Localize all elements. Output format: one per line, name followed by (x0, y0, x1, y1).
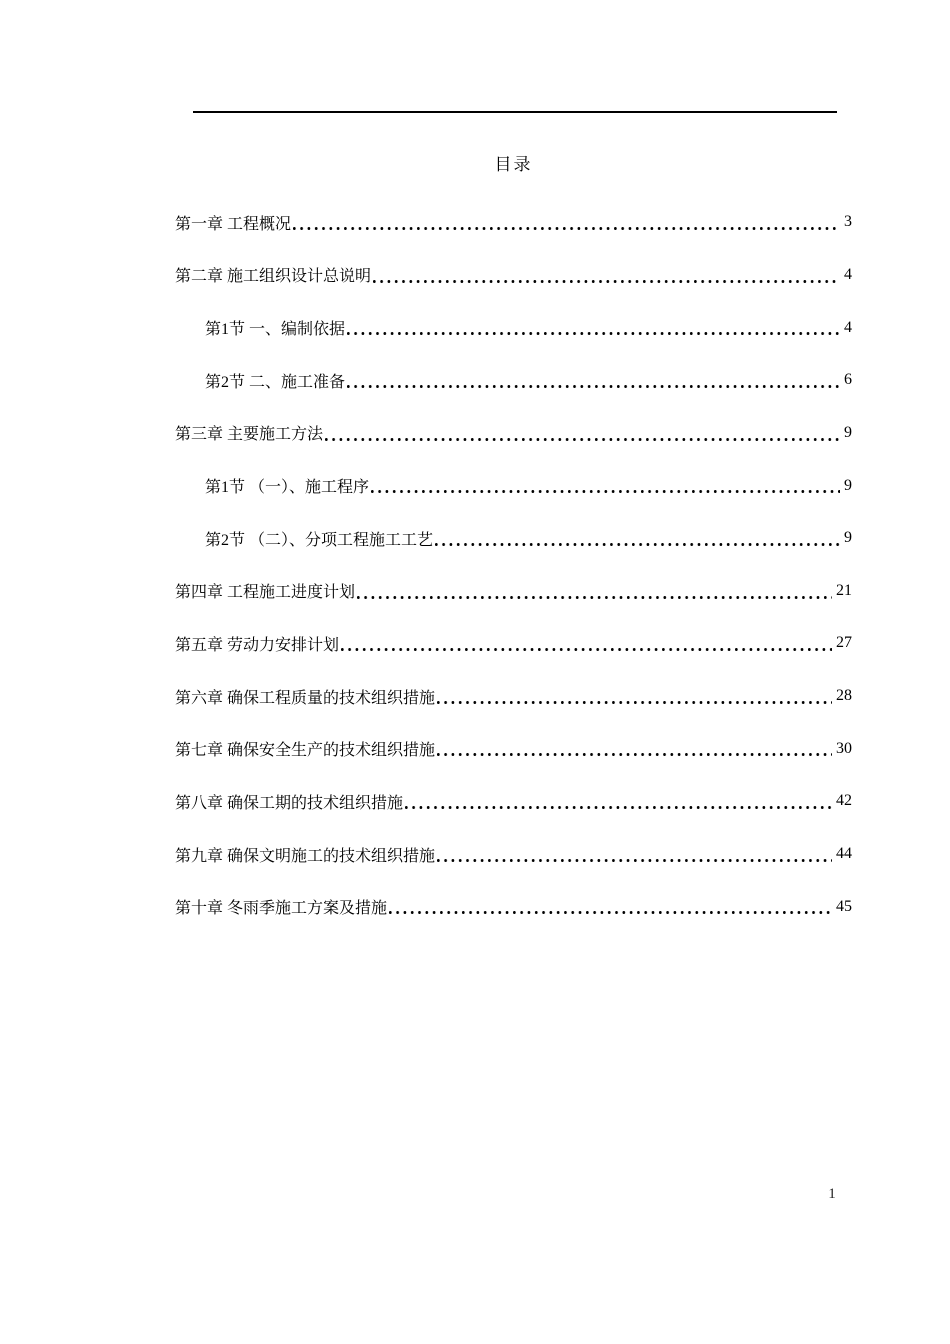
toc-dot-leader (405, 775, 832, 828)
toc-entry[interactable] (175, 249, 852, 302)
toc-entry-label: 第七章 确保安全生产的技术组织措施 (175, 742, 436, 760)
toc-dot-leader (357, 564, 832, 617)
toc-entry-page: 9 (844, 476, 852, 494)
toc-entry-page: 3 (844, 213, 852, 231)
toc-entry-page: 4 (844, 265, 852, 283)
toc-entry-page: 6 (844, 371, 852, 389)
toc-entry-page: 30 (836, 739, 852, 757)
toc-dot-leader (371, 459, 840, 512)
toc-entry[interactable] (175, 196, 852, 249)
toc-dot-leader (435, 512, 840, 565)
toc-entry-label: 第1节 一、编制依据 (205, 321, 346, 339)
toc-entry-label: 第2节 （二）、分项工程施工工艺 (205, 531, 434, 549)
toc-entry[interactable] (175, 722, 852, 775)
toc-dot-leader (293, 196, 840, 249)
toc-entry-page: 28 (836, 687, 852, 705)
toc-entry-page: 9 (844, 423, 852, 441)
toc-entry-label: 第1节 （一）、施工程序 (205, 479, 370, 497)
toc-entry[interactable] (175, 512, 852, 565)
toc-entry-label: 第二章 施工组织设计总说明 (175, 268, 372, 286)
toc-entry-label: 第八章 确保工期的技术组织措施 (175, 794, 404, 812)
toc-entry[interactable] (175, 617, 852, 670)
toc-entry-page: 42 (836, 792, 852, 810)
toc-entry-label: 第三章 主要施工方法 (175, 426, 324, 444)
toc-title: 目录 (494, 155, 533, 174)
toc-entry-page: 45 (836, 897, 852, 915)
toc-dot-leader (347, 301, 840, 354)
toc-entry-label: 第六章 确保工程质量的技术组织措施 (175, 689, 436, 707)
toc-entry[interactable] (175, 407, 852, 460)
toc-dot-leader (347, 354, 840, 407)
toc-entry[interactable] (175, 828, 852, 881)
toc-entry[interactable] (175, 670, 852, 723)
toc-dot-leader (437, 828, 832, 881)
toc-entry[interactable] (175, 459, 852, 512)
toc-entry-label: 第2节 二、施工准备 (205, 373, 346, 391)
toc-entry[interactable] (175, 775, 852, 828)
toc-entry-label: 第五章 劳动力安排计划 (175, 636, 340, 654)
toc-entry-label: 第九章 确保文明施工的技术组织措施 (175, 847, 436, 865)
toc-dot-leader (437, 670, 832, 723)
toc-entry[interactable] (175, 564, 852, 617)
toc-entry-page: 44 (836, 845, 852, 862)
toc-entry[interactable] (175, 301, 852, 354)
page-number: 1 (828, 1186, 836, 1202)
toc-entry-page: 27 (836, 634, 852, 652)
toc-entry-page: 4 (844, 318, 852, 336)
header-rule (193, 111, 837, 113)
toc-entry[interactable] (175, 354, 852, 407)
toc-list (175, 196, 852, 933)
toc-entry-page: 21 (836, 581, 852, 599)
toc-entry-label: 第一章 工程概况 (175, 215, 292, 233)
toc-dot-leader (389, 880, 832, 933)
toc-dot-leader (341, 617, 832, 670)
toc-entry-label: 第十章 冬雨季施工方案及措施 (175, 900, 388, 918)
toc-dot-leader (325, 407, 840, 460)
toc-dot-leader (373, 249, 840, 302)
toc-entry-page: 9 (844, 529, 852, 547)
toc-entry-label: 第四章 工程施工进度计划 (175, 584, 356, 602)
toc-dot-leader (437, 722, 832, 775)
toc-entry[interactable] (175, 880, 852, 933)
